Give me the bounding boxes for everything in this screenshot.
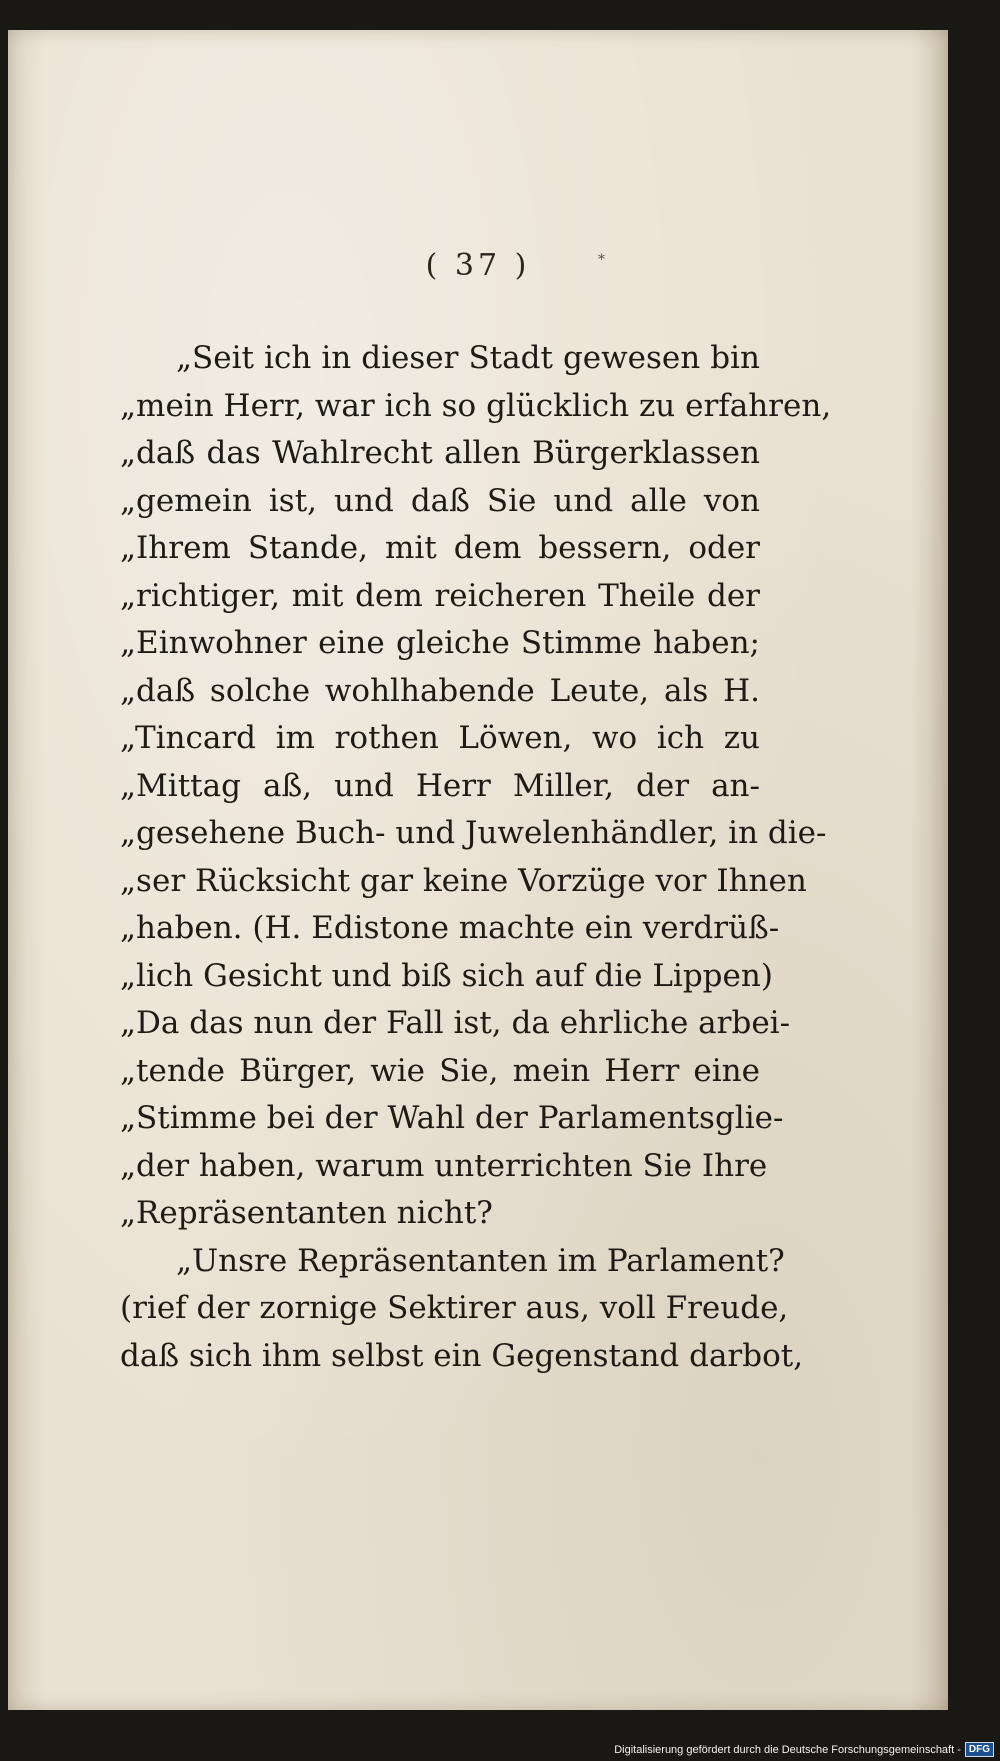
credit-text: Digitalisierung gefördert durch die Deutsche Forschungsgemeinschaft -	[614, 1743, 961, 1756]
book-page	[8, 30, 948, 1710]
page-number: ( 37 )	[425, 248, 531, 283]
text-line: „daß solche wohlhabende Leute, als H.	[120, 672, 760, 709]
text-line: „Tincard im rothen Löwen, wo ich zu	[120, 720, 760, 756]
text-line: daß sich ihm selbst ein Gegenstand darbot,	[120, 1337, 804, 1374]
page-text	[120, 335, 832, 1380]
text-line: „haben. (H. Edistone machte ein verdrüß-	[120, 910, 780, 946]
text-line: „Seit ich in dieser Stadt gewesen bin	[176, 340, 760, 376]
text-line: „gemein ist, und daß Sie und alle von	[120, 482, 760, 519]
digitization-credit	[614, 1742, 994, 1757]
text-line: „daß das Wahlrecht allen Bürgerklassen	[120, 435, 760, 471]
text-line: (rief der zornige Sektirer aus, voll Freude,	[120, 1290, 789, 1326]
text-line: „richtiger, mit dem reicheren Theile der	[120, 577, 760, 614]
text-line: „der haben, warum unterrichten Sie Ihre	[120, 1147, 768, 1184]
text-line: „mein Herr, war ich so glücklich zu erfahren,	[120, 387, 832, 424]
text-line: „Ihrem Stande, mit dem bessern, oder	[120, 530, 760, 566]
text-line: „lich Gesicht und biß sich auf die Lippen)	[120, 957, 773, 994]
text-line: „Einwohner eine gleiche Stimme haben;	[120, 625, 760, 661]
text-line: „Da das nun der Fall ist, da ehrliche arbei-	[120, 1005, 791, 1041]
text-line: „ser Rücksicht gar keine Vorzüge vor Ihnen	[120, 862, 807, 899]
text-line: „tende Bürger, wie Sie, mein Herr eine	[120, 1052, 760, 1089]
page-mark: *	[598, 252, 605, 268]
text-line: „gesehene Buch- und Juwelenhändler, in die-	[120, 815, 827, 851]
text-line: „Stimme bei der Wahl der Parlamentsglie-	[120, 1100, 784, 1136]
text-line: „Unsre Repräsentanten im Parlament?	[176, 1242, 785, 1279]
dfg-logo-icon: DFG	[965, 1742, 994, 1757]
text-line: „Repräsentanten nicht?	[120, 1195, 493, 1231]
text-line: „Mittag aß, und Herr Miller, der an-	[120, 767, 760, 804]
